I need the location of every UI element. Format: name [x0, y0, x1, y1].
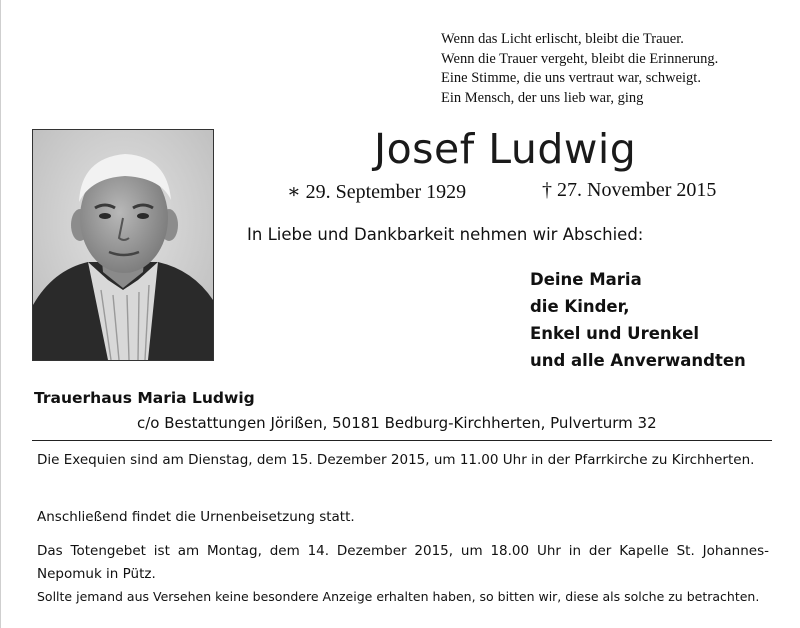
- poem-line: Wenn die Trauer vergeht, bleibt die Erinnerung.: [441, 50, 719, 67]
- mourners-list: [530, 266, 746, 374]
- mourner: Deine Maria: [530, 270, 642, 289]
- prayer-info: Das Totengebet ist am Montag, dem 14. Dezember 2015, um 18.00 Uhr in der Kapelle St. Johannes-Nepomuk in Pütz.: [37, 543, 769, 582]
- burial-info: Anschließend findet die Urnenbeisetzung statt.: [37, 509, 355, 525]
- mourner: die Kinder,: [530, 297, 630, 316]
- death-date: † 27. November 2015: [542, 179, 717, 201]
- mourning-house-title: Trauerhaus Maria Ludwig: [34, 389, 255, 407]
- divider: [32, 440, 772, 441]
- service-info: Die Exequien sind am Dienstag, dem 15. Dezember 2015, um 11.00 Uhr in der Pfarrkirche zu Kirchherten.: [37, 452, 755, 468]
- poem-line: Eine Stimme, die uns vertraut war, schweigt.: [441, 70, 701, 86]
- mourner: und alle Anverwandten: [530, 351, 746, 370]
- mourner: Enkel und Urenkel: [530, 324, 700, 343]
- farewell-line: In Liebe und Dankbarkeit nehmen wir Abschied:: [247, 225, 644, 244]
- mourning-house-address: c/o Bestattungen Jörißen, 50181 Bedburg-Kirchherten, Pulverturm 32: [137, 414, 657, 432]
- poem-line: Wenn das Licht erlischt, bleibt die Trauer.: [441, 31, 684, 47]
- memorial-poem: [441, 30, 718, 108]
- poem-line: Ein Mensch, der uns lieb war, ging: [441, 89, 644, 106]
- portrait-photo: [32, 129, 214, 361]
- birth-date: ∗ 29. September 1929: [287, 181, 467, 203]
- deceased-name: Josef Ludwig: [374, 125, 637, 173]
- closing-note: Sollte jemand aus Versehen keine besondere Anzeige erhalten haben, so bitten wir, diese als solche zu betrachten.: [37, 589, 760, 604]
